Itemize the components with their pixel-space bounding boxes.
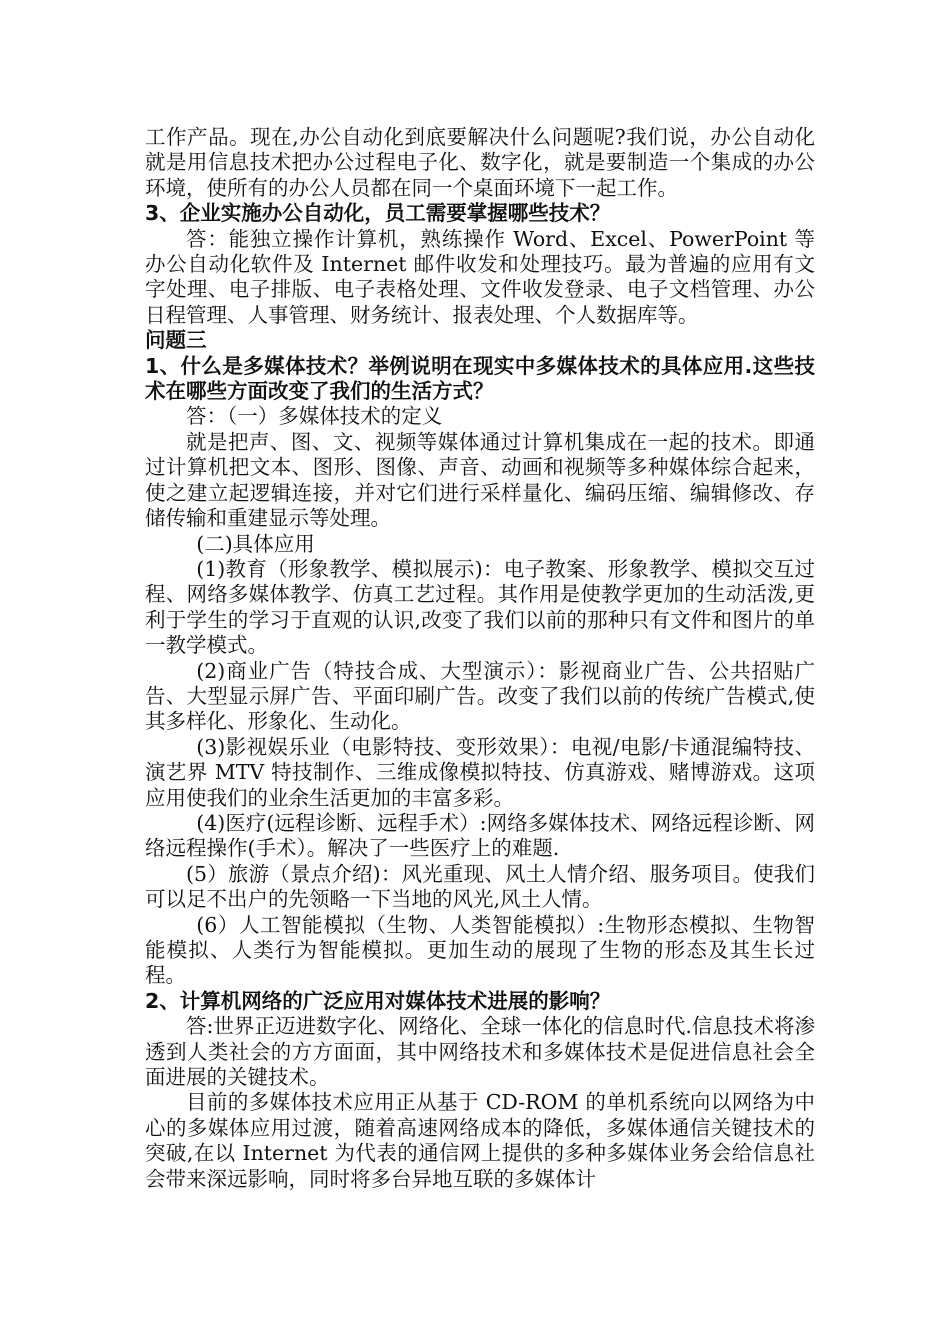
paragraph-continuation: 工作产品。现在,办公自动化到底要解决什么问题呢?我们说，办公自动化就是用信息技术把办公过程电子化、数字化，就是要制造一个集成的办公环境，使所有的办公人员都在同一个桌面环境下一起工作。 xyxy=(145,125,815,200)
answer-paragraph: 答:世界正迈进数字化、网络化、全球一体化的信息时代.信息技术将渗透到人类社会的方方面面，其中网络技术和多媒体技术是促进信息社会全面进展的关键技术。 xyxy=(145,1014,815,1090)
answer-paragraph: 答：能独立操作计算机，熟练操作 Word、Excel、PowerPoint 等办公自动化软件及 Internet 邮件收发和处理技巧。最为普遍的应用有文字处理、电子排版、电子表格处理、文件收发登录、电子文档管理、办公日程管理、人事管理、财务统计、报表处理、个人数据库等。 xyxy=(145,226,815,327)
question-heading-2: 2、计算机网络的广泛应用对媒体技术进展的影响？ xyxy=(145,988,611,1013)
section-heading: 问题三 xyxy=(145,328,207,353)
application-item: (3)影视娱乐业（电影特技、变形效果）：电视/电影/卡通混编特技、演艺界 MTV 特技制作、三维成像模拟特技、仿真游戏、赌博游戏。这项应用使我们的业余生活更加的丰富多彩。 xyxy=(145,734,815,810)
application-item: (6）人工智能模拟（生物、人类智能模拟）:生物形态模拟、生物智能模拟、人类行为智能模拟。更加生动的展现了生物的形态及其生长过程。 xyxy=(145,912,815,988)
application-item: (1)教育（形象教学、模拟展示)：电子教案、形象教学、模拟交互过程、网络多媒体教学、仿真工艺过程。其作用是使教学更加的生动活泼,更利于学生的学习于直观的认识,改变了我们以前的那种只有文件和图片的单一教学模式。 xyxy=(145,556,815,658)
definition-paragraph: 就是把声、图、文、视频等媒体通过计算机集成在一起的技术。即通过计算机把文本、图形、图像、声音、动画和视频等多种媒体综合起来，使之建立起逻辑连接，并对它们进行采样量化、编码压缩、编辑修改、存储传输和重建显示等处理。 xyxy=(145,429,815,531)
question-heading-3: 3、企业实施办公自动化，员工需要掌握哪些技术？ xyxy=(145,201,611,226)
question-heading-1: 1、什么是多媒体技术？举例说明在现实中多媒体技术的具体应用.这些技术在哪些方面改变了我们的生活方式？ xyxy=(145,353,815,404)
document-page xyxy=(145,125,815,1192)
application-item: (4)医疗(远程诊断、远程手术）:网络多媒体技术、网络远程诊断、网络远程操作(手术）。解决了一些医疗上的难题. xyxy=(145,810,815,861)
application-item: (5）旅游（景点介绍)：风光重现、风土人情介绍、服务项目。使我们可以足不出户的先领略一下当地的风光,风土人情。 xyxy=(145,861,815,912)
application-item: (2)商业广告（特技合成、大型演示）：影视商业广告、公共招贴广告、大型显示屏广告、平面印刷广告。改变了我们以前的传统广告模式,使其多样化、形象化、生动化。 xyxy=(145,658,815,734)
body-paragraph: 目前的多媒体技术应用正从基于 CD-ROM 的单机系统向以网络为中心的多媒体应用过渡，随着高速网络成本的降低，多媒体通信关键技术的突破,在以 Internet 为代表的通信网上提供的多种多媒体业务会给信息社会带来深远影响，同时将多台异地互联的多媒体计 xyxy=(145,1090,815,1191)
subheading-applications: (二)具体应用 xyxy=(196,531,315,556)
answer-paragraph: 答：（一）多媒体技术的定义 xyxy=(186,404,443,429)
